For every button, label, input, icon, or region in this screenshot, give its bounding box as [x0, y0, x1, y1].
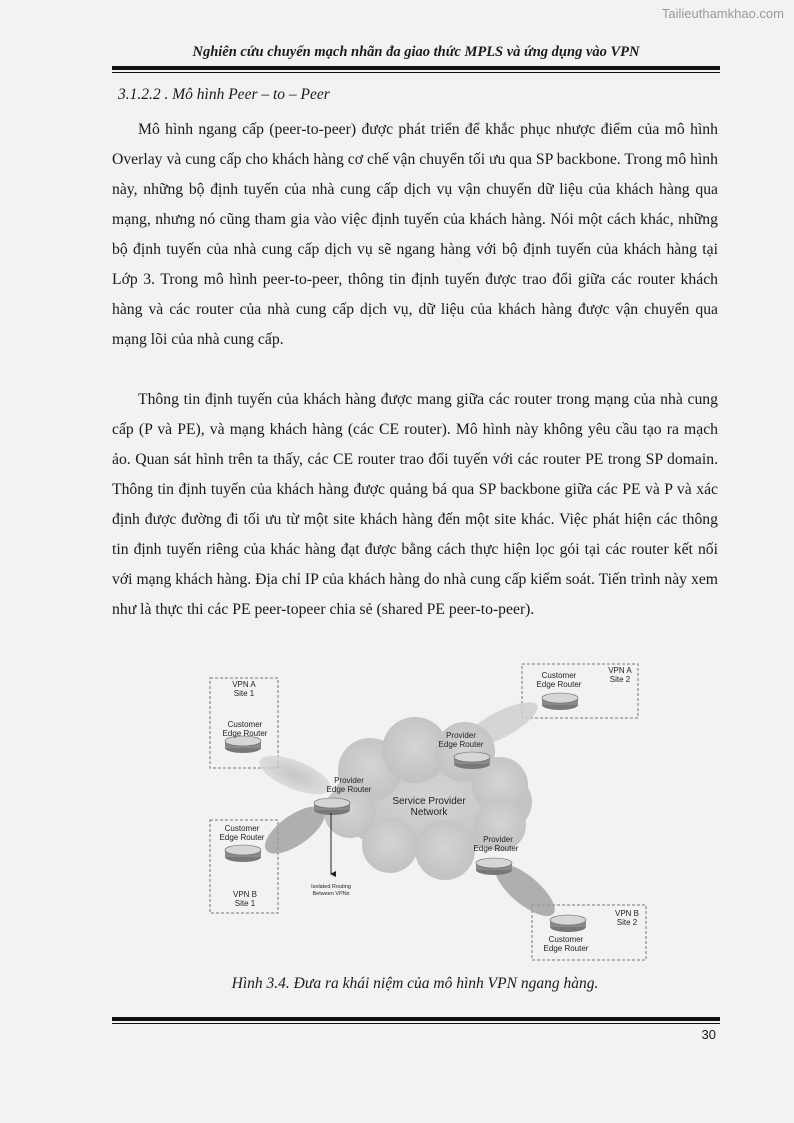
pe-bottom-label-1: Provider	[483, 835, 513, 844]
pe-left-label-2: Edge Router	[326, 785, 372, 794]
ce-vpnb1-label-2: Edge Router	[219, 833, 265, 842]
pe-left-label-1: Provider	[334, 776, 364, 785]
router-icon-ce-vpna1	[225, 736, 261, 753]
router-icon-pe-top	[454, 752, 490, 769]
router-icon-pe-left	[314, 798, 350, 815]
pe-top-label-2: Edge Router	[438, 740, 484, 749]
cloud-label-1: Service Provider	[392, 796, 466, 807]
paragraph-1: Mô hình ngang cấp (peer-to-peer) được phát triển để khắc phục nhược điểm của mô hình Overlay và cung cấp cho khách hàng cơ chế vận chuyển tối ưu qua SP backbone. Trong mô hình này, những bộ định tuyến của nhà cung cấp dịch vụ vận chuyển dữ liệu của khách hàng qua mạng, nhưng nó cũng tham gia vào việc định tuyến của khách hàng. Nói một cách khác, những bộ định tuyến của nhà cung cấp dịch vụ sẽ ngang hàng với bộ định tuyến của khách hàng tại Lớp 3. Trong mô hình peer-to-peer, thông tin định tuyến được trao đổi giữa các router khách hàng và các router của nhà cung cấp dịch vụ, dữ liệu của khách hàng được vận chuyển qua mạng lõi của nhà cung cấp.	[112, 121, 718, 348]
vpna2-site: Site 2	[609, 675, 631, 684]
ce-vpnb2-label-2: Edge Router	[543, 944, 589, 953]
link-lobe-vpna1	[255, 748, 336, 802]
ce-vpna1-label-1: Customer	[227, 720, 263, 729]
pe-bottom-label-2: Edge Router	[473, 844, 519, 853]
page-header-title: Nghiên cứu chuyển mạch nhãn đa giao thức MPLS và ứng dụng vào VPN	[192, 44, 640, 60]
router-icon-ce-vpna2	[542, 693, 578, 710]
ce-vpnb1-label-1: Customer	[224, 824, 260, 833]
vpnb2-name: VPN B	[614, 909, 640, 918]
paragraph-2: Thông tin định tuyến của khách hàng được mang giữa các router trong mạng của nhà cung cấp (P và PE), và mạng khách hàng (các CE router). Mô hình này không yêu cầu tạo ra mạch ảo. Quan sát hình trên ta thấy, các CE router trao đổi tuyến với các router PE trong SP domain. Thông tin định tuyến của khách hàng được quảng bá qua SP backbone giữa các PE và P và xác định được đường đi tối ưu từ một site khách hàng đến một site khác. Việc phát hiện các thông tin định tuyến riêng của khác hàng đạt được bằng cách thực hiện lọc gói tại các router kết nối với mạng khách hàng. Địa chỉ IP của khách hàng do nhà cung cấp kiểm soát. Tiến trình này xem như là thực thi các PE peer-topeer chia sẻ (shared PE peer-to-peer).	[112, 391, 718, 618]
cloud-label-2: Network	[410, 807, 448, 818]
figure-caption: Hình 3.4. Đưa ra khái niệm của mô hình VPN ngang hàng.	[231, 975, 599, 992]
vpna1-name: VPN A	[232, 680, 256, 689]
page-number: 30	[701, 1027, 716, 1042]
footer-rule-thick	[112, 1017, 720, 1021]
vpnb2-site: Site 2	[616, 918, 638, 927]
figure-peer-to-peer-diagram	[200, 660, 650, 965]
header-rule-thick	[112, 66, 720, 70]
router-icon-ce-vpnb1	[225, 845, 261, 862]
vpna2-name: VPN A	[608, 666, 632, 675]
network-diagram	[200, 660, 650, 965]
router-icon-pe-bottom	[476, 858, 512, 875]
vpnb1-site: Site 1	[234, 899, 256, 908]
router-icon-ce-vpnb2	[550, 915, 586, 932]
vpna1-site: Site 1	[233, 689, 255, 698]
header-rule-thin	[112, 72, 720, 73]
footer-rule-thin	[112, 1023, 720, 1024]
pe-top-label-1: Provider	[446, 731, 476, 740]
ce-vpna2-label-1: Customer	[541, 671, 577, 680]
ce-vpnb2-label-1: Customer	[548, 935, 584, 944]
isolated-routing-label-2: Between VPNs	[312, 891, 350, 897]
vpnb1-name: VPN B	[232, 890, 258, 899]
ce-vpna1-label-2: Edge Router	[222, 729, 268, 738]
section-heading: 3.1.2.2 . Mô hình Peer – to – Peer	[118, 86, 330, 103]
ce-vpna2-label-2: Edge Router	[536, 680, 582, 689]
isolated-routing-label-1: Isolated Routing	[311, 884, 351, 890]
watermark: Tailieuthamkhao.com	[661, 6, 784, 21]
